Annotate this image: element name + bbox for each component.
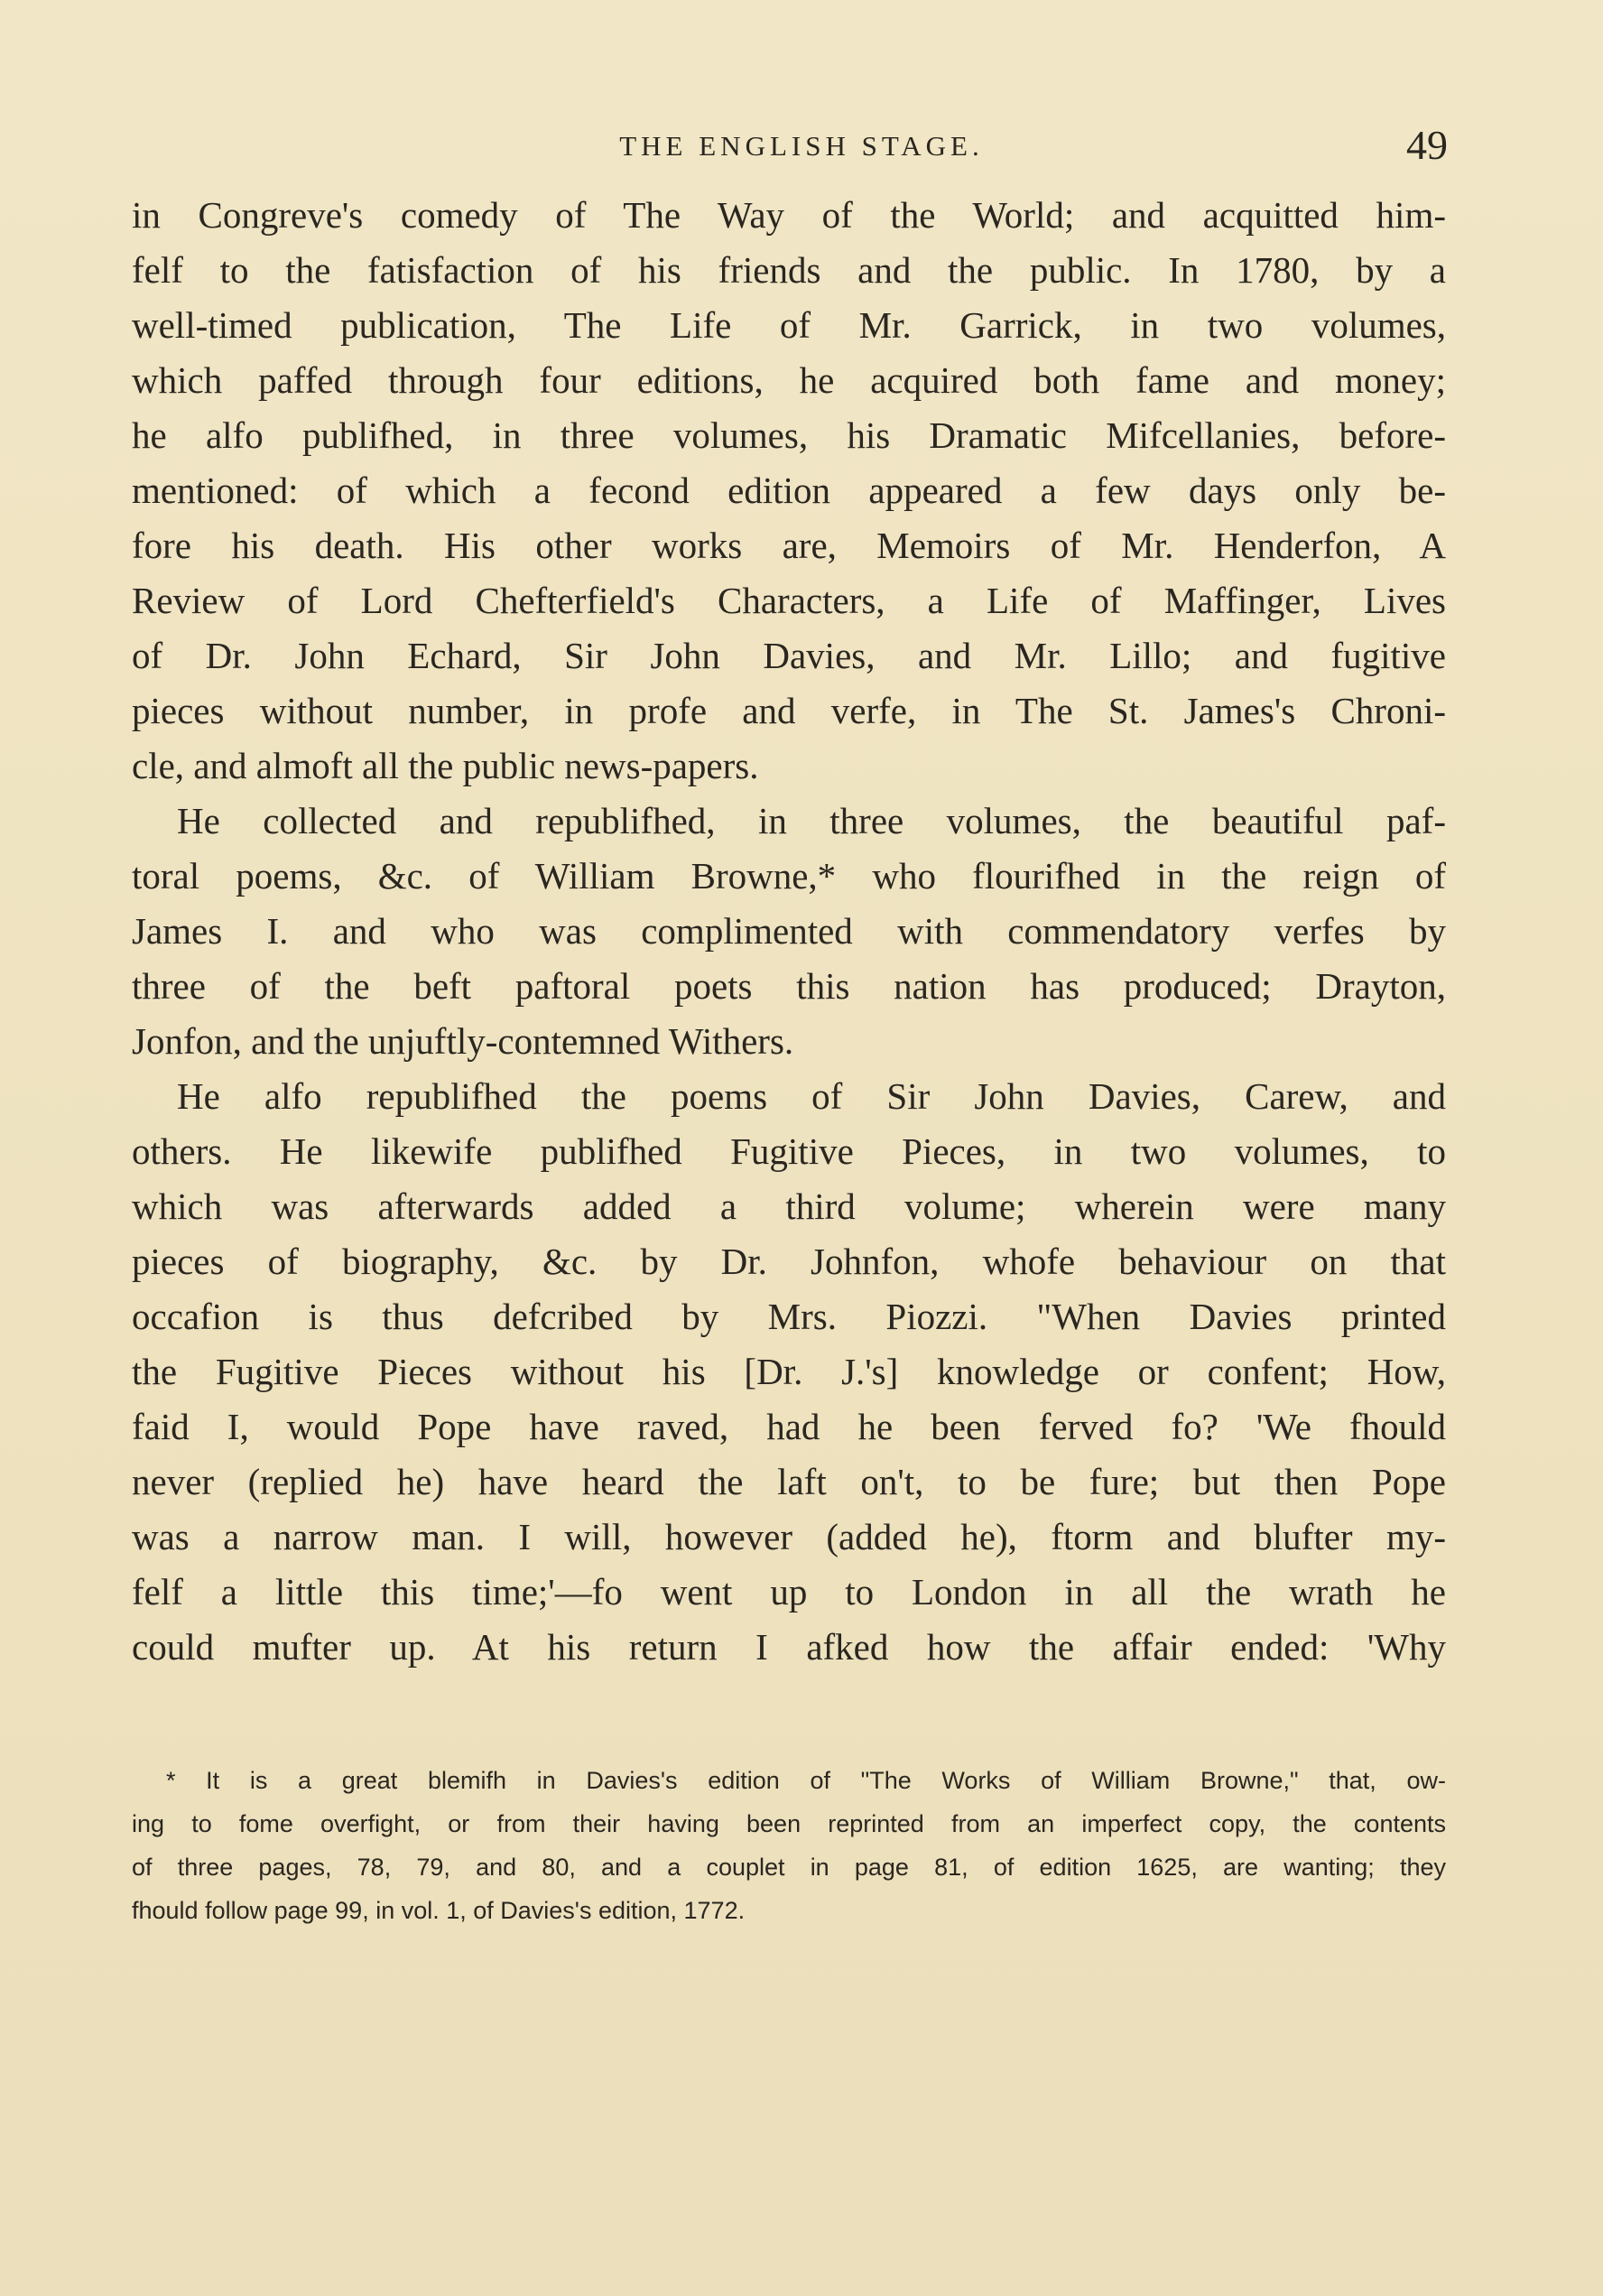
running-title: THE ENGLISH STAGE. — [619, 130, 984, 162]
text-line: pieces of biography, &c. by Dr. Johnfon, whofe behaviour on that — [132, 1241, 1446, 1282]
text-line: well-timed publication, The Life of Mr. Garrick, in two volumes, — [132, 304, 1446, 346]
text-line: He alfo republifhed the poems of Sir John Davies, Carew, and — [177, 1075, 1446, 1117]
text-line: cle, and almoft all the public news-papers. — [132, 745, 759, 786]
footnote — [132, 1759, 1446, 1932]
body-text — [132, 188, 1446, 1675]
text-line: felf to the fatisfaction of his friends and the public. In 1780, by a — [132, 249, 1446, 291]
text-line: never (replied he) have heard the laft on't, to be fure; but then Pope — [132, 1461, 1446, 1502]
footnote-line: of three pages, 78, 79, and 80, and a couplet in page 81, of edition 1625, are wanting; they — [132, 1854, 1446, 1881]
text-line: which paffed through four editions, he acquired both fame and money; — [132, 359, 1446, 401]
running-head — [0, 122, 1603, 179]
footnote-line: * It is a great blemifh in Davies's edition of "The Works of William Browne," that, ow- — [166, 1767, 1446, 1794]
text-line: occafion is thus defcribed by Mrs. Piozzi. "When Davies printed — [132, 1296, 1446, 1337]
text-line: in Congreve's comedy of The Way of the World; and acquitted him- — [132, 194, 1446, 236]
text-line: faid I, would Pope have raved, had he been ferved fo? 'We fhould — [132, 1406, 1446, 1447]
text-line: felf a little this time;'—fo went up to London in all the wrath he — [132, 1571, 1446, 1613]
footnote-line: ing to fome overfight, or from their having been reprinted from an imperfect copy, the contents — [132, 1810, 1446, 1837]
text-line: fore his death. His other works are, Memoirs of Mr. Henderfon, A — [132, 525, 1446, 566]
text-line: the Fugitive Pieces without his [Dr. J.'s] knowledge or confent; How, — [132, 1351, 1446, 1392]
text-line: James I. and who was complimented with commendatory verfes by — [132, 910, 1446, 952]
text-line: was a narrow man. I will, however (added he), ftorm and blufter my- — [132, 1516, 1446, 1557]
text-line: Jonfon, and the unjuftly-contemned Withers. — [132, 1020, 794, 1062]
text-line: mentioned: of which a fecond edition appeared a few days only be- — [132, 469, 1446, 511]
text-line: he alfo publifhed, in three volumes, his Dramatic Mifcellanies, before- — [132, 414, 1446, 456]
text-line: which was afterwards added a third volume; wherein were many — [132, 1185, 1446, 1227]
text-line: toral poems, &c. of William Browne,* who flourifhed in the reign of — [132, 855, 1446, 897]
text-line: three of the beft paftoral poets this nation has produced; Drayton, — [132, 965, 1446, 1007]
text-line: others. He likewife publifhed Fugitive Pieces, in two volumes, to — [132, 1130, 1446, 1172]
text-line: Review of Lord Chefterfield's Characters, a Life of Maffinger, Lives — [132, 580, 1446, 621]
text-line: of Dr. John Echard, Sir John Davies, and Mr. Lillo; and fugitive — [132, 635, 1446, 676]
text-line: could mufter up. At his return I afked how the affair ended: 'Why — [132, 1626, 1446, 1668]
text-line: pieces without number, in profe and verfe, in The St. James's Chroni- — [132, 690, 1446, 731]
text-line: He collected and republifhed, in three volumes, the beautiful paf- — [177, 800, 1446, 841]
footnote-line: fhould follow page 99, in vol. 1, of Davies's edition, 1772. — [132, 1897, 746, 1924]
page-number: 49 — [1406, 122, 1448, 168]
